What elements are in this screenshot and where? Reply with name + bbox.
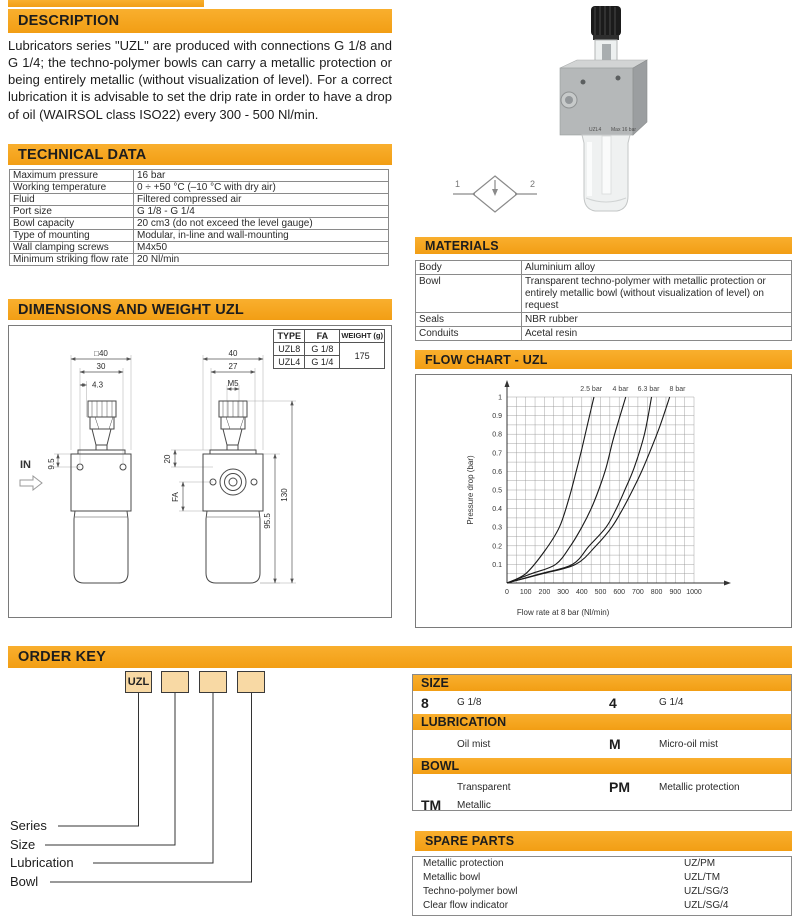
order-key-label-bowl: Bowl (10, 874, 39, 889)
symbol-port-1: 1 (455, 179, 461, 189)
dim-label: 40 (228, 349, 238, 358)
technical-data-header (8, 144, 392, 165)
dim-label: M5 (227, 379, 239, 388)
svg-text:0.6: 0.6 (492, 468, 502, 476)
spare-parts-header (415, 831, 792, 851)
materials-table (415, 260, 792, 341)
table-row: Metallic bowl UZL/TM (423, 872, 721, 883)
table-row: Seals NBR rubber (416, 313, 792, 327)
flow-chart-box (415, 374, 792, 628)
description-title: DESCRIPTION (18, 13, 120, 29)
svg-text:0.4: 0.4 (492, 506, 502, 514)
table-row: UZL4 G 1/4 (274, 356, 385, 369)
svg-text:400: 400 (575, 589, 588, 596)
bowl-label-metallic-protection: Metallic protection (659, 781, 740, 793)
table-row: Port size G 1/8 - G 1/4 (10, 206, 389, 218)
flow-in-arrow-icon (20, 476, 42, 490)
materials-header (415, 237, 792, 254)
svg-text:4 bar: 4 bar (612, 386, 629, 393)
technical-data-table (9, 169, 389, 266)
table-row: Bowl Transparent techno-polymer with metallic protection or entirely metallic bowl (without visualization of level) on request (416, 275, 792, 313)
svg-text:600: 600 (613, 589, 626, 596)
table-row: Maximum pressure 16 bar (10, 170, 389, 182)
order-options-block (412, 674, 792, 811)
svg-text:0.2: 0.2 (492, 543, 502, 551)
table-row: Minimum striking flow rate 20 Nl/min (10, 254, 389, 266)
top-accent-strip (8, 0, 204, 7)
weight-table (273, 329, 385, 369)
svg-text:0.3: 0.3 (492, 524, 502, 532)
table-row: Techno-polymer bowl UZL/SG/3 (423, 886, 729, 897)
svg-text:0: 0 (505, 589, 509, 596)
table-row: UZL8 G 1/8 175 (274, 343, 385, 356)
lubrication-label-micro-oil-mist: Micro-oil mist (659, 738, 718, 750)
table-row: TYPE FA WEIGHT (g) (274, 330, 385, 343)
order-key-label-lubrication: Lubrication (10, 855, 74, 870)
bowl-options-row-2 (413, 796, 791, 814)
svg-text:8 bar: 8 bar (669, 386, 686, 393)
lubricator-photo-illustration (560, 6, 647, 211)
table-row: Bowl capacity 20 cm3 (do not exceed the level gauge) (10, 218, 389, 230)
svg-text:0.9: 0.9 (492, 413, 502, 421)
order-key-title: ORDER KEY (18, 649, 107, 665)
lubrication-label-oil-mist: Oil mist (457, 738, 491, 750)
flow-chart-header (415, 350, 792, 369)
order-key-size-box (161, 671, 189, 693)
size-title: SIZE (421, 676, 449, 690)
size-code-4: 4 (609, 694, 617, 711)
svg-text:6.3 bar: 6.3 bar (637, 386, 660, 393)
lubrication-title: LUBRICATION (421, 715, 507, 729)
spare-parts-title: SPARE PARTS (425, 834, 515, 848)
dim-label: 20 (163, 454, 172, 464)
svg-text:1: 1 (498, 394, 502, 402)
spare-parts-table (412, 856, 792, 916)
lubricator-symbol-icon (445, 168, 545, 220)
svg-text:300: 300 (557, 589, 569, 596)
table-row: Metallic protection UZ/PM (423, 858, 716, 869)
size-label-g14: G 1/4 (659, 697, 684, 708)
bowl-options-row-1 (413, 774, 791, 796)
dim-label: FA (171, 492, 180, 502)
photo-model-label: UZL4 (589, 127, 602, 133)
size-options-row (413, 691, 791, 714)
order-key-header (8, 646, 792, 668)
dim-label: 30 (96, 362, 106, 371)
svg-text:100: 100 (519, 589, 532, 596)
in-port-label: IN (20, 459, 31, 471)
order-key-series-box (125, 671, 152, 693)
dim-label: 130 (280, 488, 289, 502)
svg-text:Pressure drop (bar): Pressure drop (bar) (466, 455, 475, 525)
photo-rating-label: Max 16 bar (611, 127, 637, 133)
svg-text:Flow rate at 8 bar (Nl/min): Flow rate at 8 bar (Nl/min) (516, 608, 610, 617)
flow-chart (416, 375, 791, 627)
order-key-label-series: Series (10, 818, 47, 833)
svg-text:500: 500 (594, 589, 607, 596)
bowl-label-transparent: Transparent (457, 781, 511, 793)
flow-chart-title: FLOW CHART - UZL (425, 352, 548, 367)
table-row: Body Aluminium alloy (416, 261, 792, 275)
svg-text:0.5: 0.5 (492, 487, 502, 495)
dim-label: 9.5 (47, 458, 56, 470)
size-label-g18: G 1/8 (457, 697, 482, 708)
order-key-label-size: Size (10, 837, 36, 852)
svg-text:0.8: 0.8 (492, 431, 502, 439)
dim-label: 4.3 (92, 380, 104, 390)
dimensions-header (8, 299, 392, 320)
svg-text:0.7: 0.7 (492, 450, 502, 458)
technical-data-title: TECHNICAL DATA (18, 146, 147, 163)
dim-label: 27 (228, 362, 238, 371)
svg-text:800: 800 (650, 589, 663, 596)
table-row: Wall clamping screws M4x50 (10, 242, 389, 254)
table-row: Working temperature 0 ÷ +50 °C (–10 °C with dry air) (10, 182, 389, 194)
series-box-label: UZL (127, 676, 150, 688)
dim-label: □40 (94, 349, 108, 358)
description-text: Lubricators series "UZL" are produced with connections G 1/8 and G 1/4; the techno-polymer bowls can carry a metallic protection or being entirely metallic (without visualization of level). For a correct lubrication it is advisable to set the drip rate in order to have a drop of oil (WAIRSOL class ISO22) every 300 - 500 Nl/min. (8, 38, 392, 122)
lubrication-options-row (413, 730, 791, 758)
bowl-code-pm: PM (609, 779, 630, 795)
dim-label: 95.5 (263, 513, 272, 529)
size-section-header (413, 675, 791, 691)
weight-value: 175 (340, 343, 385, 369)
dimensions-title: DIMENSIONS AND WEIGHT UZL (18, 301, 244, 318)
order-key-bowl-box (237, 671, 265, 693)
bowl-label-metallic: Metallic (457, 799, 491, 811)
symbol-port-2: 2 (530, 179, 536, 189)
table-row: Fluid Filtered compressed air (10, 194, 389, 206)
size-code-8: 8 (421, 694, 429, 711)
svg-text:2.5 bar: 2.5 bar (580, 386, 603, 393)
bowl-code-tm: TM (421, 797, 442, 813)
table-row: Type of mounting Modular, in-line and wall-mounting (10, 230, 389, 242)
materials-title: MATERIALS (425, 238, 499, 253)
svg-text:200: 200 (538, 589, 551, 596)
bowl-title: BOWL (421, 759, 460, 773)
lubrication-code-m: M (609, 736, 621, 752)
svg-text:700: 700 (632, 589, 644, 596)
order-key-lubrication-box (199, 671, 227, 693)
table-row: Clear flow indicator UZL/SG/4 (423, 900, 729, 911)
svg-text:900: 900 (669, 589, 682, 596)
product-photo (555, 2, 770, 218)
svg-text:0.1: 0.1 (492, 561, 502, 569)
table-row: Conduits Acetal resin (416, 327, 792, 341)
lubrication-section-header (413, 714, 791, 730)
description-header (8, 9, 392, 33)
svg-text:1000: 1000 (686, 589, 702, 596)
bowl-section-header (413, 758, 791, 774)
